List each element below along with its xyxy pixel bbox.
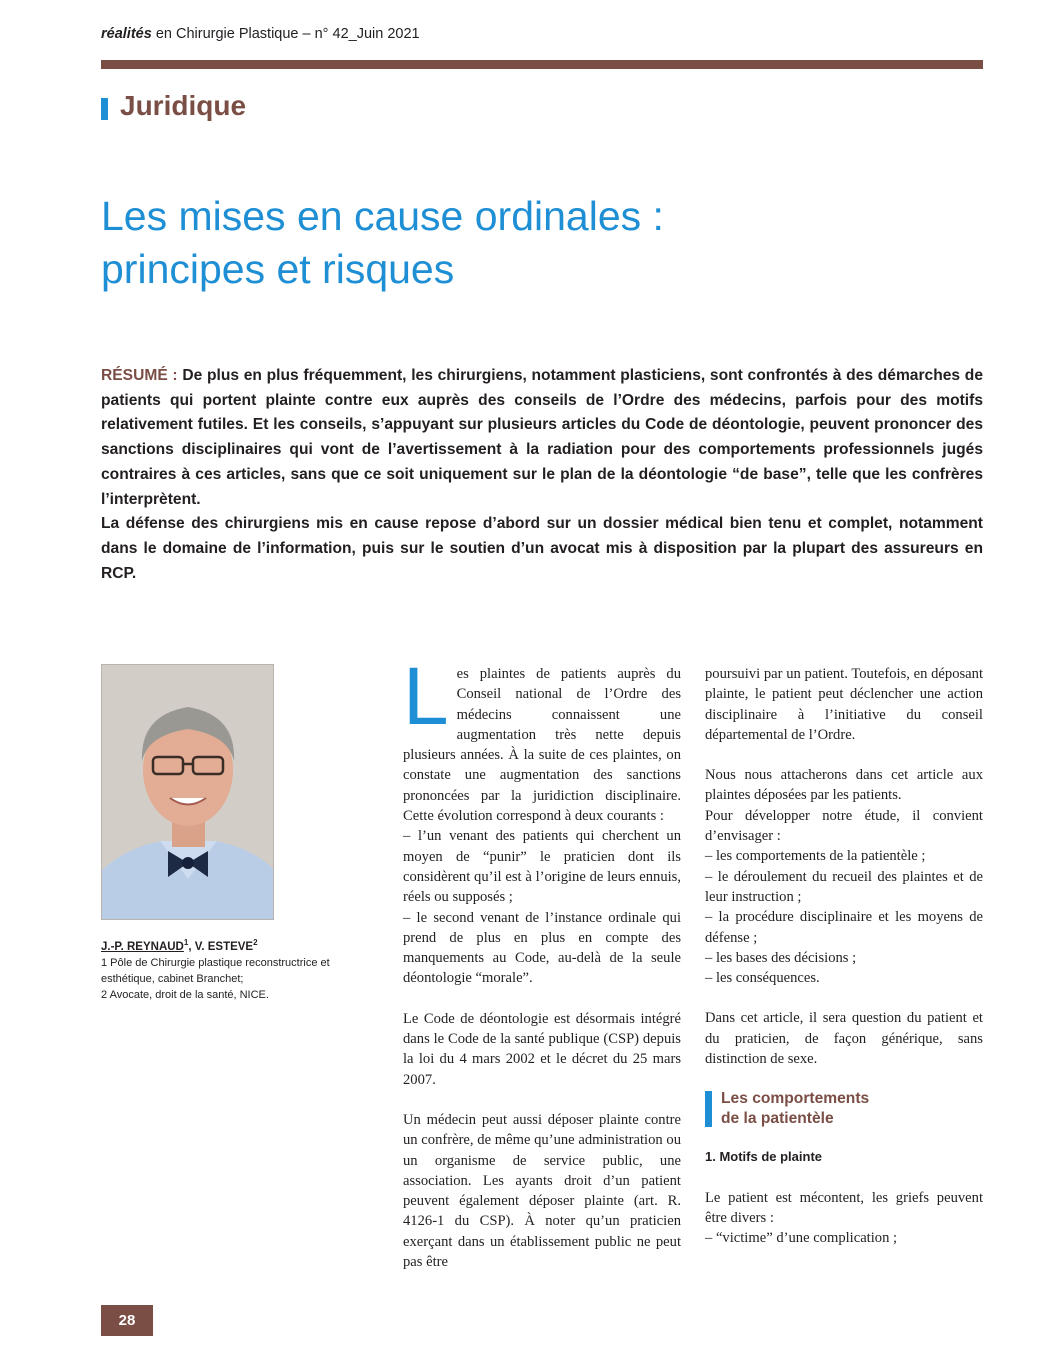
list-item: – les comportements de la patientèle ; (705, 848, 926, 865)
author-names (101, 935, 361, 955)
list-item: – la procédure disciplinaire et les moyens de défense ; (705, 909, 983, 946)
article-title-line-1: Les mises en cause ordinales : (101, 193, 664, 239)
author-2-affiliation-mark: 2 (253, 938, 258, 947)
body-paragraph (403, 651, 681, 826)
intro-text: es plaintes de patients auprès du Conseil national de l’Ordre des médecins connaissent une augmentation très nette depuis plusieurs années. À la suite de ces plaintes, on constate une augmentation des sanctions prononcées par la juridiction disciplinaire. Cette évolution correspond à deux courants : (403, 666, 681, 825)
header-rule (101, 60, 983, 69)
body-paragraph: Un médecin peut aussi déposer plainte contre un confrère, de même qu’une administration ou un organisme de service public, une association. Les ayants droit d’un patient peuvent également déposer plainte (art. R. 4126-1 du CSP). À noter qu’un praticien exerçant dans un établissement public ne peut pas être (403, 1111, 681, 1271)
list-item: – les conséquences. (705, 970, 820, 987)
author-1: J.-P. REYNAUD (101, 940, 184, 953)
author-block (101, 935, 361, 1003)
topic-list (705, 846, 983, 988)
list-item: – “victime” d’une complication ; (705, 1230, 898, 1247)
sub-subsection-heading: 1. Motifs de plainte (705, 1149, 823, 1165)
subsection-heading (705, 1089, 983, 1129)
abstract-text-1: De plus en plus fréquemment, les chirurgiens, notamment plasticiens, sont confrontés à des démarches de patients qui portent plainte contre eux auprès des conseils de l’Ordre des médecins, parfois pour des motifs relativement futiles. Et les conseils, s’appuyant sur plusieurs articles du Code de déontologie, peuvent prononcer des sanctions disciplinaires qui vont de l’avertissement à la radiation pour des comportements professionnels jugés contraires à ces articles, sans que ce soit uniquement sur le plan de la déontologie “de base”, telle que les confrères l’interprètent. (101, 367, 983, 508)
author-2: , V. ESTEVE (188, 940, 254, 953)
journal-issue: en Chirurgie Plastique – n° 42_Juin 2021 (155, 26, 420, 42)
body-column-2 (705, 664, 983, 1249)
section-title: Juridique (120, 90, 247, 121)
body-paragraph: poursuivi par un patient. Toutefois, en déposant plainte, le patient peut déclencher une action disciplinaire à l’initiative du conseil départemental de l’Ordre. (705, 666, 983, 743)
section-marker (101, 98, 108, 120)
journal-name: réalités (101, 26, 152, 42)
list-item: – le second venant de l’instance ordinale qui prend de plus en plus en compte des manquements au Code, au-delà de la seule déontologie “morale”. (403, 909, 681, 987)
abstract-paragraph-1 (101, 364, 983, 512)
abstract-paragraph-2: La défense des chirurgiens mis en cause repose d’abord sur un dossier médical bien tenu et complet, notamment dans le domaine de l’information, puis sur le soutien d’un avocat mis à disposition par la plupart des assureurs en RCP. (101, 515, 983, 582)
article-title-line-2: principes et risques (101, 246, 455, 292)
body-paragraph: Dans cet article, il sera question du patient et du praticien, de façon générique, sans distinction de sexe. (705, 1010, 983, 1068)
article-title (101, 190, 961, 296)
list-item: – le déroulement du recueil des plaintes et de leur instruction ; (705, 868, 983, 905)
page-number: 28 (101, 1305, 153, 1336)
abstract (101, 364, 983, 586)
subsection-heading-line-1: Les comportements (721, 1090, 870, 1108)
body-column-1 (403, 651, 681, 1292)
body-paragraph: Pour développer notre étude, il convient d’envisager : (705, 807, 983, 845)
abstract-label: RÉSUMÉ : (101, 367, 178, 384)
list-item: – l’un venant des patients qui cherchent un moyen de “punir” le praticien dont ils considèrent qu’il est à l’origine de leurs ennuis, réels ou supposés ; (403, 828, 681, 906)
author-1-affiliation-mark: 1 (183, 938, 189, 947)
body-paragraph: Le Code de déontologie est désormais intégré dans le Code de la santé publique (CSP) depuis la loi du 4 mars 2002 et le décret du 25 mars 2007. (403, 1010, 681, 1088)
list-item: – les bases des décisions ; (705, 949, 857, 966)
subsection-heading-line-2: de la patientèle (721, 1110, 834, 1128)
drop-cap: L (403, 651, 449, 742)
body-paragraph: Le patient est mécontent, les griefs peuvent être divers : (705, 1189, 983, 1226)
affiliation-2: 2 Avocate, droit de la santé, NICE. (101, 988, 269, 1001)
running-header (101, 26, 420, 42)
affiliation-1: 1 Pôle de Chirurgie plastique reconstructrice et esthétique, cabinet Branchet; (101, 956, 330, 985)
body-paragraph: Nous nous attacherons dans cet article aux plaintes déposées par les patients. (705, 767, 983, 804)
author-photo (101, 664, 274, 920)
